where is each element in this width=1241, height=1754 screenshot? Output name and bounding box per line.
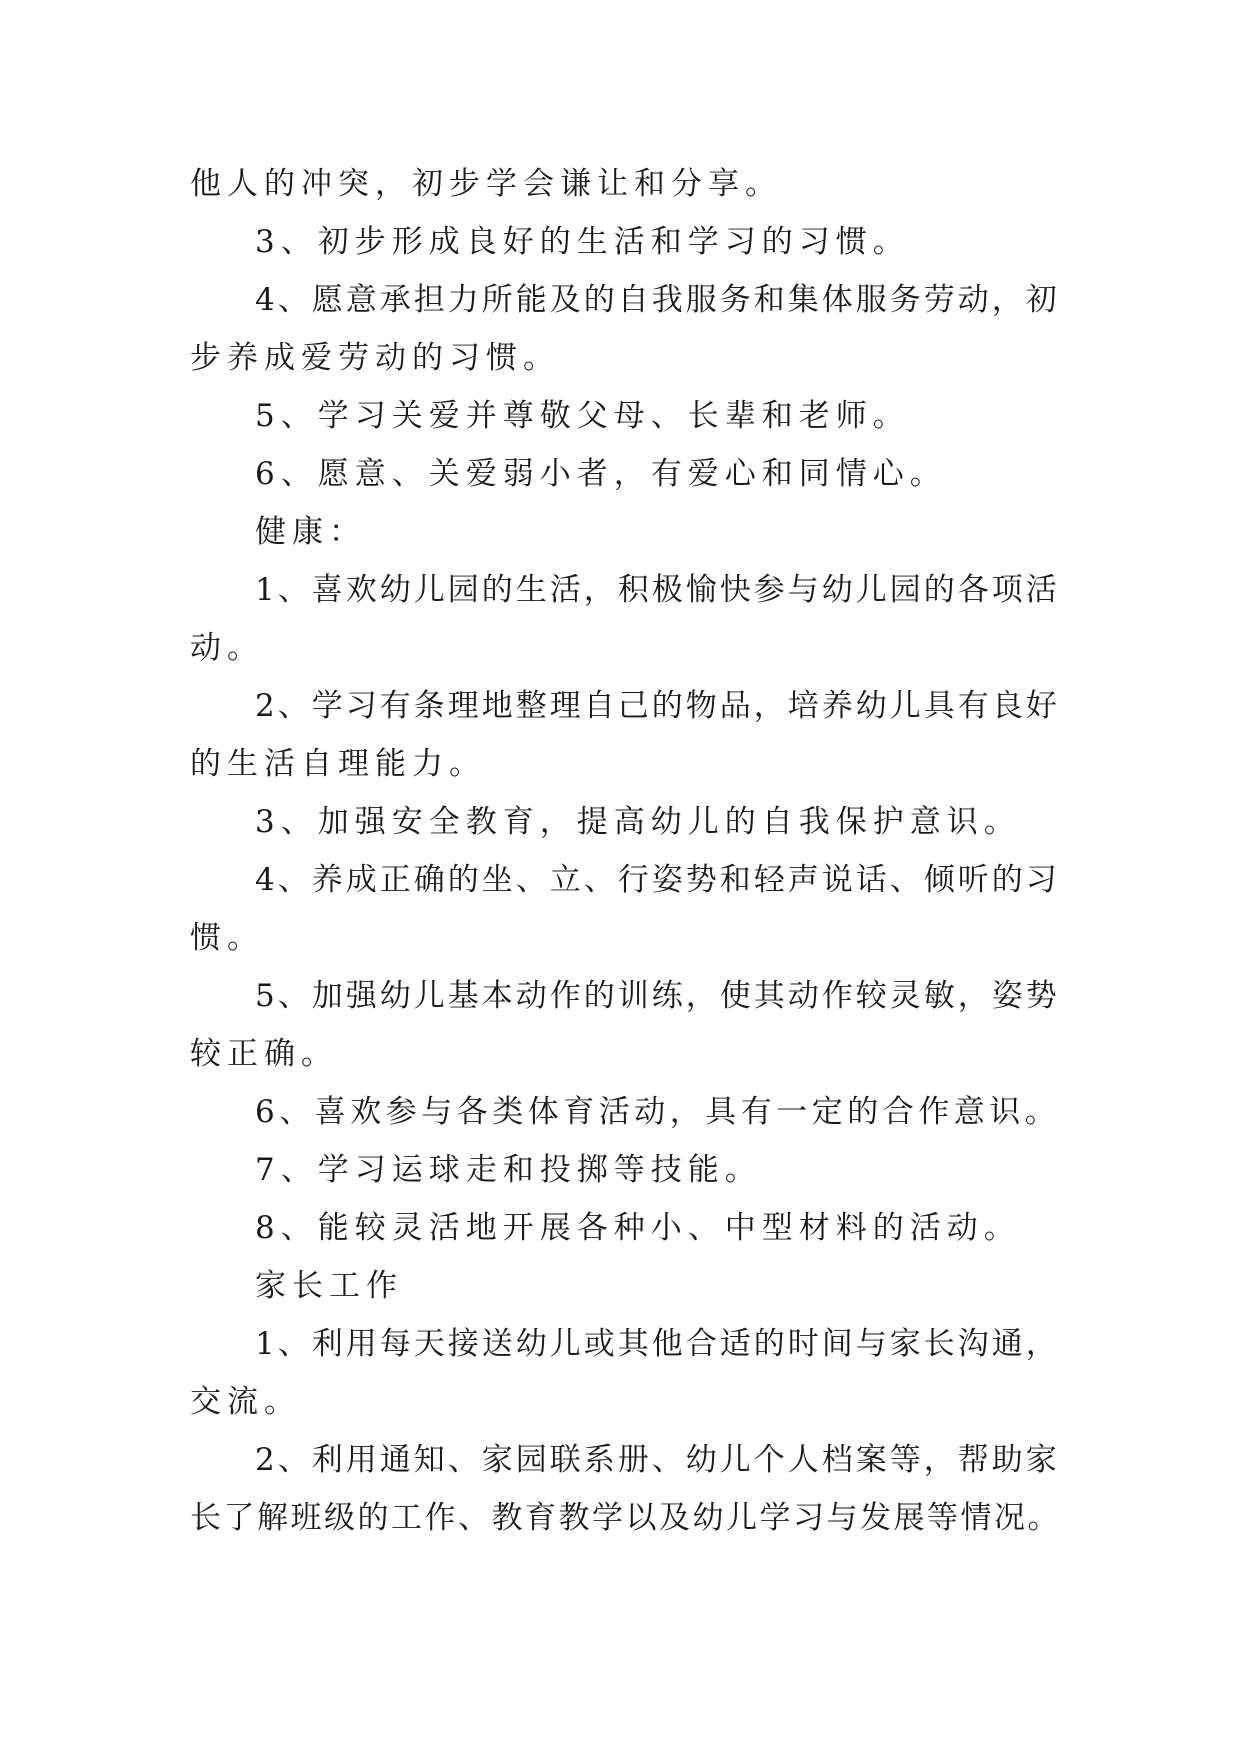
text-line: 6、愿意、关爱弱小者，有爱心和同情心。 bbox=[255, 456, 947, 492]
text-line: 他人的冲突，初步学会谦让和分享。 bbox=[190, 166, 782, 202]
text-line: 交流。 bbox=[190, 1384, 301, 1420]
section-heading-parent-work: 家长工作 bbox=[255, 1268, 403, 1304]
text-line: 较正确。 bbox=[190, 1036, 338, 1072]
text-line: 4、养成正确的坐、立、行姿势和轻声说话、倾听的习 bbox=[255, 862, 1060, 898]
text-line: 惯。 bbox=[190, 920, 264, 956]
text-line: 1、利用每天接送幼儿或其他合适的时间与家长沟通， bbox=[255, 1326, 1060, 1362]
document-body bbox=[190, 155, 1070, 1547]
text-line: 2、利用通知、家园联系册、幼儿个人档案等，帮助家 bbox=[255, 1442, 1060, 1478]
text-line: 8、能较灵活地开展各种小、中型材料的活动。 bbox=[255, 1210, 1021, 1246]
text-line: 5、加强幼儿基本动作的训练，使其动作较灵敏，姿势 bbox=[255, 978, 1060, 1014]
text-line: 的生活自理能力。 bbox=[190, 746, 486, 782]
text-line: 步养成爱劳动的习惯。 bbox=[190, 340, 560, 376]
text-line: 动。 bbox=[190, 630, 264, 666]
text-line: 3、加强安全教育，提高幼儿的自我保护意识。 bbox=[255, 804, 1021, 840]
text-line: 6、喜欢参与各类体育活动，具有一定的合作意识。 bbox=[255, 1094, 1061, 1130]
text-line: 2、学习有条理地整理自己的物品，培养幼儿具有良好 bbox=[255, 688, 1060, 724]
text-line: 7、学习运球走和投掷等技能。 bbox=[255, 1152, 762, 1188]
text-line: 1、喜欢幼儿园的生活，积极愉快参与幼儿园的各项活 bbox=[255, 572, 1060, 608]
text-line: 3、初步形成良好的生活和学习的习惯。 bbox=[255, 224, 910, 260]
text-line: 长了解班级的工作、教育教学以及幼儿学习与发展等情况。 bbox=[190, 1500, 1061, 1536]
text-line: 5、学习关爱并尊敬父母、长辈和老师。 bbox=[255, 398, 910, 434]
text-line: 4、愿意承担力所能及的自我服务和集体服务劳动，初 bbox=[255, 282, 1060, 318]
section-heading-health: 健康： bbox=[255, 514, 366, 550]
